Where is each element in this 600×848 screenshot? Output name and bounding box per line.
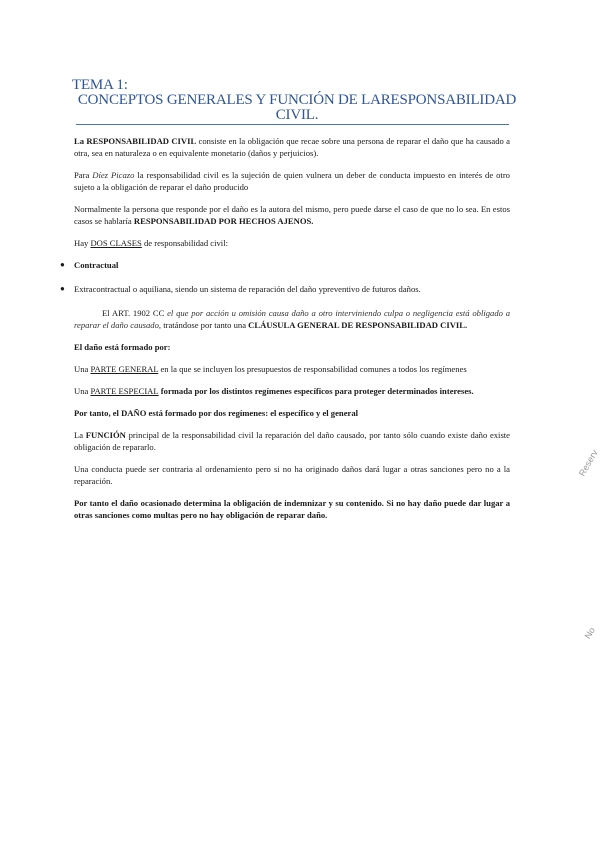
paragraph-10: La FUNCIÓN principal de la responsabilidad civil la reparación del daño causado, por tanto sólo cuando existe daño existe obligación de repararlo. — [74, 430, 510, 452]
watermark-top: Reserv — [576, 448, 600, 478]
document-title — [72, 78, 522, 123]
paragraph-9: Por tanto, el DAÑO está formado por dos regímenes: el específico y el general — [74, 408, 359, 418]
paragraph-6: El daño está formado por: — [74, 342, 171, 352]
list-item: ● Contractual — [60, 260, 119, 270]
paragraph-3: Normalmente la persona que responde por el daño es la autora del mismo, pero puede darse el caso de que no lo sea. En estos casos se hablaría RESPONSABILIDAD POR HECHOS AJENOS. — [74, 204, 510, 226]
title-line-1: TEMA 1: — [72, 77, 128, 93]
watermark-bottom: No — [582, 625, 597, 641]
paragraph-7: Una PARTE GENERAL en la que se incluyen los presupuestos de responsabilidad comunes a todos los regímenes — [74, 364, 467, 374]
paragraph-12: Por tanto el daño ocasionado determina la obligación de indemnizar y su contenido. Si no hay daño puede dar lugar a otras sanciones como multas pero no hay obligación de reparar daño. — [74, 498, 510, 520]
list-item: ● Extracontractual o aquiliana, siendo un sistema de reparación del daño ypreventivo de futuros daños. — [60, 284, 421, 294]
paragraph-5: El ART. 1902 CC el que por acción u omisión causa daño a otro interviniendo culpa o negligencia está obligado a reparar el daño causado, tratándose por tanto una CLÁUSULA GENERAL DE RESPONSABILIDAD CIVIL. — [74, 308, 510, 330]
title-line-2: CONCEPTOS GENERALES Y FUNCIÓN DE LARESPONSABILIDAD — [77, 92, 517, 108]
title-line-3: CIVIL. — [275, 107, 319, 123]
paragraph-8: Una PARTE ESPECIAL formada por los distintos regímenes específicos para proteger determinados intereses. — [74, 386, 474, 396]
title-underline — [76, 124, 509, 125]
document-body — [60, 135, 510, 531]
bullet-icon: ● — [60, 260, 65, 269]
bullet-icon: ● — [60, 284, 65, 293]
paragraph-2: Para Díez Picazo la responsabilidad civil es la sujeción de quien vulnera un deber de conducta impuesto en interés de otro sujeto a la obligación de reparar el daño producido — [74, 170, 510, 192]
paragraph-11: Una conducta puede ser contraria al ordenamiento pero si no ha originado daños dará lugar a otras sanciones pero no a la reparación. — [74, 464, 510, 486]
paragraph-1: La RESPONSABILIDAD CIVIL consiste en la obligación que recae sobre una persona de reparar el daño que ha causado a otra, sea en naturaleza o en equivalente monetario (daños y perjuicios). — [74, 136, 510, 158]
paragraph-4: Hay DOS CLASES de responsabilidad civil: — [74, 238, 228, 248]
